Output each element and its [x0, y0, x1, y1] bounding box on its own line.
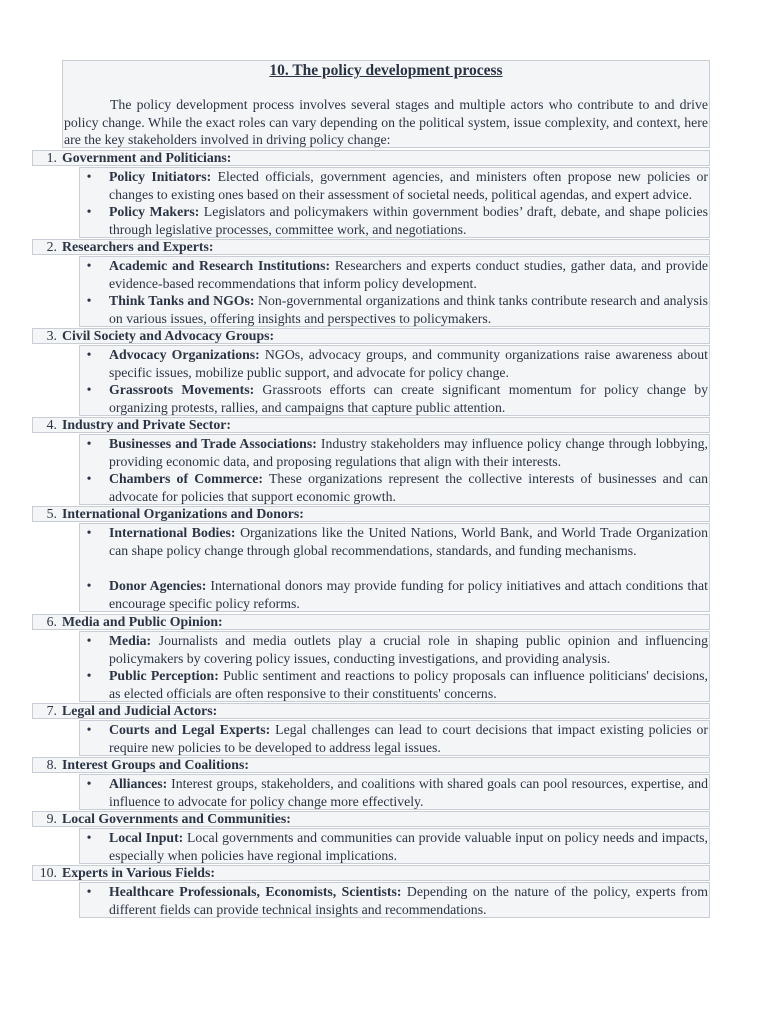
list-item-heading — [32, 614, 710, 630]
bullet-term: Businesses and Trade Associations: — [109, 436, 317, 451]
bullet-icon: • — [86, 776, 92, 791]
bullet-term: Chambers of Commerce: — [109, 471, 263, 486]
bullet-term: Alliances: — [109, 776, 168, 791]
bullet-list — [79, 774, 710, 810]
bullet-list — [79, 256, 710, 327]
bullet-icon: • — [86, 578, 92, 593]
bullet-description: Local governments and communities can provide valuable input on policy needs and impacts, especially when policies have regional implications. — [109, 830, 708, 863]
list-item-title: Local Governments and Communities: — [62, 811, 291, 826]
list-item-title: Government and Politicians: — [62, 150, 232, 165]
bullet-text — [109, 577, 708, 612]
bullet-text — [109, 470, 708, 505]
bullet-description: Depending on the nature of the policy, experts from different fields can provide technical insights and recommendations. — [109, 884, 708, 917]
bullet-term: Policy Makers: — [109, 204, 200, 219]
bullet-term: International Bodies: — [109, 525, 236, 540]
bullet-description: Researchers and experts conduct studies, gather data, and provide evidence-based recommendations that inform policy development. — [109, 258, 709, 291]
bullet-text — [109, 524, 708, 559]
bullet-text — [109, 435, 708, 470]
bullet-text — [109, 346, 708, 381]
bullet-description: Public sentiment and reactions to policy proposals can influence politicians' decisions, as elected officials are often responsive to their constituents' concerns. — [109, 668, 708, 701]
bullet-term: Public Perception: — [109, 668, 219, 683]
intro-paragraph: The policy development process involves several stages and multiple actors who contribute to and drive policy change. While the exact roles can vary depending on the political system, issue complexity, and context, here are the key stakeholders involved in driving policy change: — [64, 97, 708, 148]
bullet-icon: • — [86, 204, 92, 219]
bullet-text — [109, 381, 708, 416]
bullet-icon: • — [86, 347, 92, 362]
bullet-icon: • — [86, 382, 92, 397]
bullet-icon: • — [86, 668, 92, 683]
bullet-list — [79, 434, 710, 505]
bullet-text — [109, 257, 708, 292]
bullet-list — [79, 882, 710, 918]
list-item-title: Experts in Various Fields: — [62, 865, 215, 880]
bullet-term: Courts and Legal Experts: — [109, 722, 271, 737]
list-item-heading — [32, 417, 710, 433]
bullet-description: Grassroots efforts can create significant momentum for policy change by organizing protests, rallies, and campaigns that capture public attention. — [109, 382, 708, 415]
bullet-text — [109, 829, 708, 864]
bullet-description: Elected officials, government agencies, and ministers often propose new policies or changes to existing ones based on their assessment of societal needs, political agendas, and expert advice. — [109, 169, 708, 202]
list-item-heading — [32, 703, 710, 719]
bullet-list — [79, 167, 710, 238]
bullet-term: Advocacy Organizations: — [109, 347, 260, 362]
bullet-icon: • — [86, 525, 92, 540]
bullet-term: Media: — [109, 633, 152, 648]
list-item-heading — [32, 506, 710, 522]
list-item-number: 1. — [46, 150, 57, 165]
list-item-number: 2. — [46, 239, 57, 254]
bullet-icon: • — [86, 633, 92, 648]
bullet-term: Donor Agencies: — [109, 578, 207, 593]
page-title: 10. The policy development process — [269, 62, 503, 79]
list-item-heading — [32, 239, 710, 255]
bullet-list — [79, 720, 710, 756]
bullet-icon: • — [86, 258, 92, 273]
list-item-heading — [32, 865, 710, 881]
bullet-term: Think Tanks and NGOs: — [109, 293, 255, 308]
bullet-description: Industry stakeholders may influence policy change through lobbying, providing economic data, and proposing regulations that align with their interests. — [109, 436, 709, 469]
bullet-icon: • — [86, 293, 92, 308]
list-item-heading — [32, 150, 710, 166]
bullet-text — [109, 292, 708, 327]
bullet-icon: • — [86, 830, 92, 845]
list-item-title: Industry and Private Sector: — [62, 417, 231, 432]
list-item-title: Interest Groups and Coalitions: — [62, 757, 249, 772]
intro-block — [62, 60, 710, 148]
list-item-number: 3. — [46, 328, 57, 343]
list-item-number: 7. — [46, 703, 57, 718]
bullet-icon: • — [86, 884, 92, 899]
bullet-description: Non-governmental organizations and think tanks contribute research and analysis on various issues, offering insights and perspectives to policymakers. — [109, 293, 709, 326]
bullet-list — [79, 631, 710, 702]
bullet-description: NGOs, advocacy groups, and community organizations raise awareness about specific issues, mobilize public support, and advocate for policy change. — [109, 347, 708, 380]
bullet-term: Academic and Research Institutions: — [109, 258, 331, 273]
bullet-term: Local Input: — [109, 830, 184, 845]
list-item-title: Researchers and Experts: — [62, 239, 214, 254]
bullet-term: Healthcare Professionals, Economists, Scientists: — [109, 884, 402, 899]
list-item-heading — [32, 328, 710, 344]
list-item-heading — [32, 757, 710, 773]
list-item-title: Media and Public Opinion: — [62, 614, 223, 629]
list-item-number: 6. — [46, 614, 57, 629]
bullet-icon: • — [86, 169, 92, 184]
list-item-title: Legal and Judicial Actors: — [62, 703, 218, 718]
bullet-list — [79, 828, 710, 864]
bullet-description: Legislators and policymakers within government bodies’ draft, debate, and shape policies through legislative processes, committee work, and negotiations. — [109, 204, 708, 237]
bullet-list — [79, 345, 710, 416]
list-item-title: Civil Society and Advocacy Groups: — [62, 328, 275, 343]
bullet-description: Legal challenges can lead to court decisions that impact existing policies or require new policies to be developed to address legal issues. — [109, 722, 708, 755]
list-item-number: 8. — [46, 757, 57, 772]
bullet-text — [109, 775, 708, 810]
list-item-number: 5. — [46, 506, 57, 521]
bullet-description: These organizations represent the collective interests of businesses and can advocate for policies that support economic growth. — [109, 471, 708, 504]
bullet-text — [109, 168, 708, 203]
bullet-description: International donors may provide funding for policy initiatives and attach conditions that encourage specific policy reforms. — [109, 578, 709, 611]
list-item-heading — [32, 811, 710, 827]
bullet-text — [109, 632, 708, 667]
list-item-number: 4. — [46, 417, 57, 432]
bullet-description: Interest groups, stakeholders, and coalitions with shared goals can pool resources, expertise, and influence to advocate for policy change more effectively. — [109, 776, 708, 809]
bullet-text — [109, 667, 708, 702]
bullet-text — [109, 883, 708, 918]
bullet-icon: • — [86, 436, 92, 451]
bullet-text — [109, 721, 708, 756]
bullet-description: Organizations like the United Nations, World Bank, and World Trade Organization can shape policy change through global recommendations, standards, and funding mechanisms. — [109, 525, 708, 558]
list-item-title: International Organizations and Donors: — [62, 506, 304, 521]
bullet-text — [109, 203, 708, 238]
bullet-term: Policy Initiators: — [109, 169, 212, 184]
bullet-icon: • — [86, 722, 92, 737]
bullet-term: Grassroots Movements: — [109, 382, 255, 397]
list-item-number: 9. — [46, 811, 57, 826]
bullet-list — [79, 523, 710, 612]
bullet-icon: • — [86, 471, 92, 486]
bullet-description: Journalists and media outlets play a crucial role in shaping public opinion and influencing policymakers by covering policy issues, conducting investigations, and providing analysis. — [109, 633, 708, 666]
list-item-number: 10. — [39, 865, 57, 880]
